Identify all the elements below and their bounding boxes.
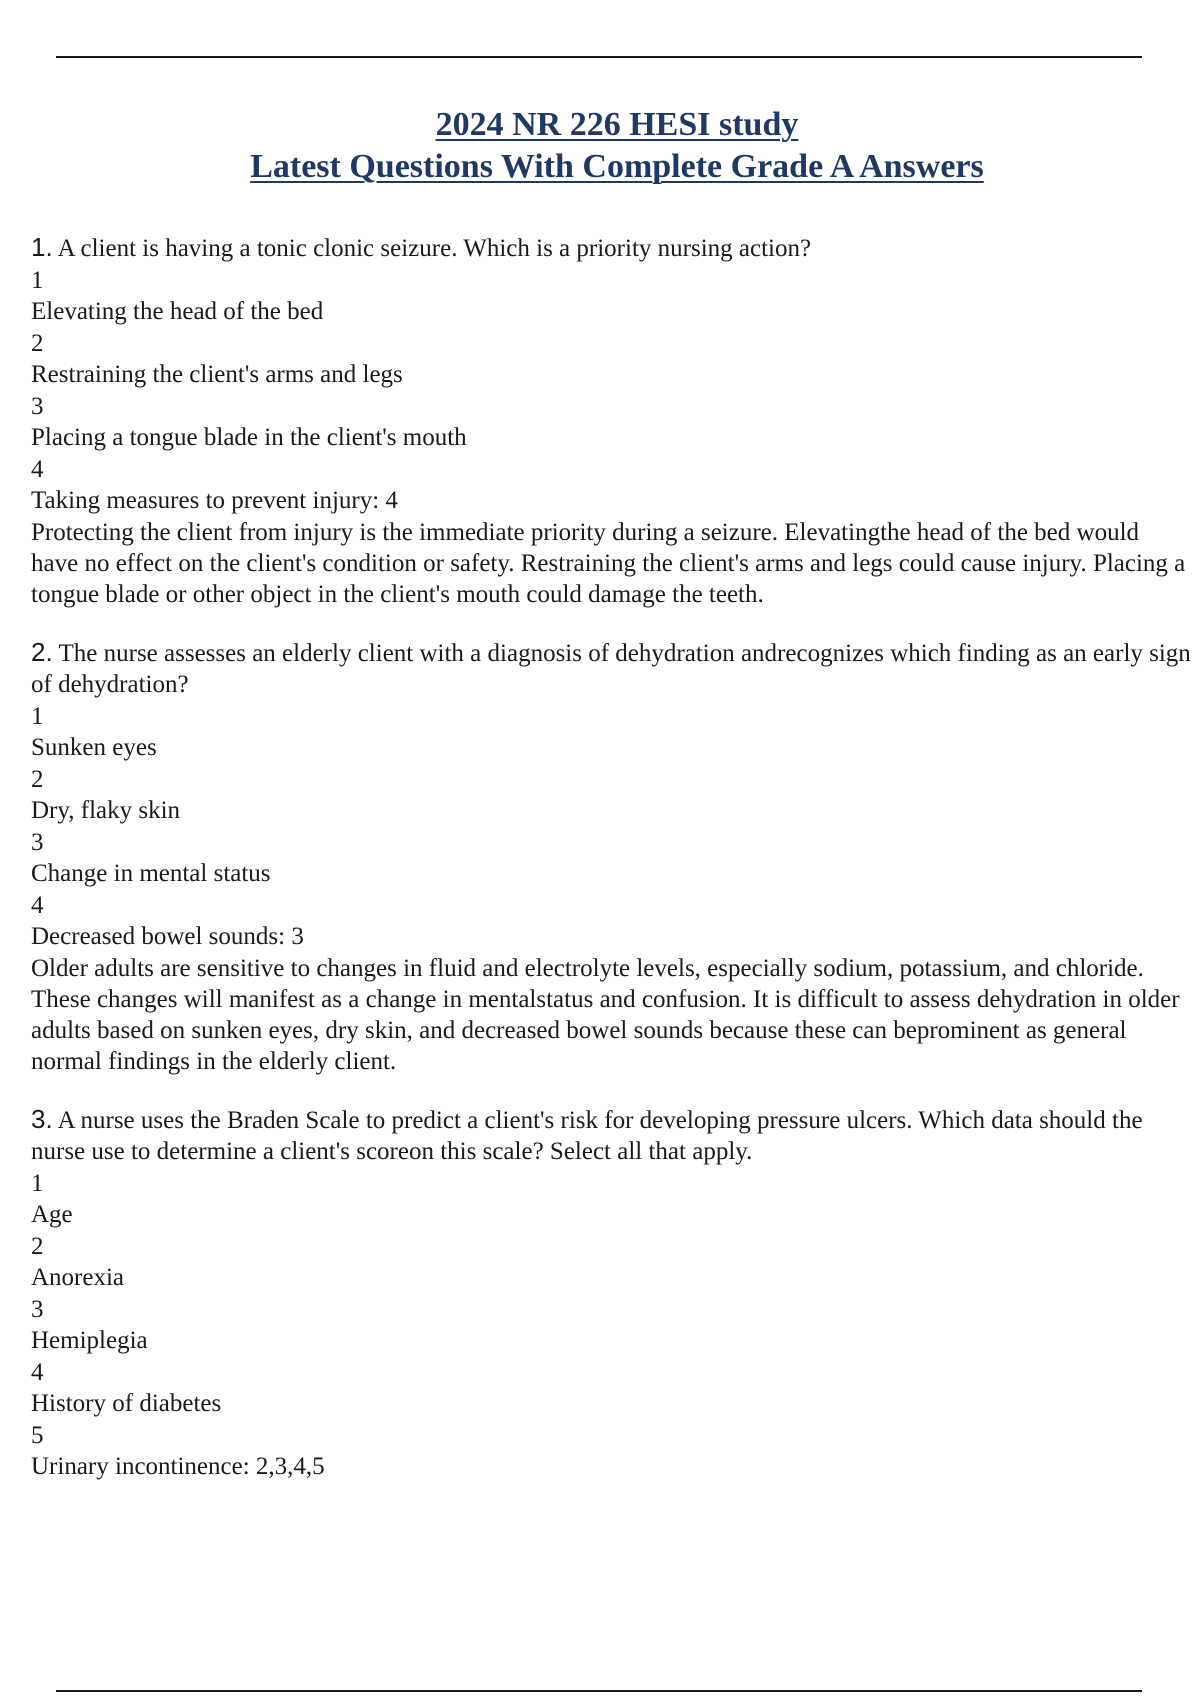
answer-line: Urinary incontinence: 2,3,4,5 — [31, 1453, 325, 1480]
question-number: 1. — [31, 232, 53, 262]
rationale: Older adults are sensitive to changes in fluid and electrolyte levels, especially sodium, potassium, and chloride. These changes will manifest as a change in mentalstatus and confusion. It is difficult to assess dehydration in older adults based on sunken eyes, dry skin, and decreased bowel sounds because these can beprominent as general normal findings in the elderly client. — [31, 954, 1180, 1075]
option-text: Dry, flaky skin — [31, 797, 181, 824]
question-number: 3. — [31, 1103, 53, 1134]
question-1 — [31, 232, 1191, 610]
option-number: 2 — [31, 765, 44, 793]
option-number: 3 — [31, 392, 44, 420]
option-text: Restraining the client's arms and legs — [31, 361, 403, 388]
document-title — [0, 104, 1200, 188]
option-text: Age — [31, 1201, 73, 1228]
question-text: 1. A client is having a tonic clonic seizure. Which is a priority nursing action? — [31, 232, 812, 262]
option-number: 1 — [31, 702, 44, 730]
option-number: 4 — [31, 891, 44, 919]
option-number: 4 — [31, 1358, 44, 1386]
option-number: 2 — [31, 1232, 44, 1260]
option-number: 3 — [31, 1295, 44, 1323]
question-list — [31, 232, 1191, 1510]
question-text: 3. A nurse uses the Braden Scale to predict a client's risk for developing pressure ulcers. Which data should the nurse use to determine a client's scoreon this scale? Select all that apply. — [31, 1103, 1143, 1165]
option-text: Hemiplegia — [31, 1327, 148, 1354]
option-text: History of diabetes — [31, 1390, 222, 1417]
option-number: 1 — [31, 1169, 44, 1197]
option-text: Sunken eyes — [31, 734, 157, 761]
title-line-2: Latest Questions With Complete Grade A Answers — [250, 148, 984, 185]
option-number: 2 — [31, 329, 44, 357]
option-text: Change in mental status — [31, 860, 271, 887]
option-number: 4 — [31, 455, 44, 483]
question-number: 2. — [31, 636, 53, 667]
top-rule — [56, 56, 1142, 58]
answer-line: Taking measures to prevent injury: 4 — [31, 487, 398, 514]
bottom-rule — [56, 1690, 1142, 1692]
question-3 — [31, 1104, 1191, 1483]
option-text: Elevating the head of the bed — [31, 298, 324, 325]
option-text: Anorexia — [31, 1264, 125, 1291]
title-line-1: 2024 NR 226 HESI study — [435, 106, 799, 143]
question-text: 2. The nurse assesses an elderly client with a diagnosis of dehydration andrecognizes which finding as an early sign of dehydration? — [31, 636, 1191, 698]
option-number: 3 — [31, 828, 44, 856]
option-number: 1 — [31, 266, 44, 294]
rationale: Protecting the client from injury is the immediate priority during a seizure. Elevatingthe head of the bed would have no effect on the client's condition or safety. Restraining the client's arms and legs could cause injury. Placing a tongue blade or other object in the client's mouth could damage the teeth. — [31, 518, 1186, 608]
answer-line: Decreased bowel sounds: 3 — [31, 923, 304, 950]
question-2 — [31, 637, 1191, 1077]
option-text: Placing a tongue blade in the client's mouth — [31, 424, 467, 451]
option-number: 5 — [31, 1421, 44, 1449]
